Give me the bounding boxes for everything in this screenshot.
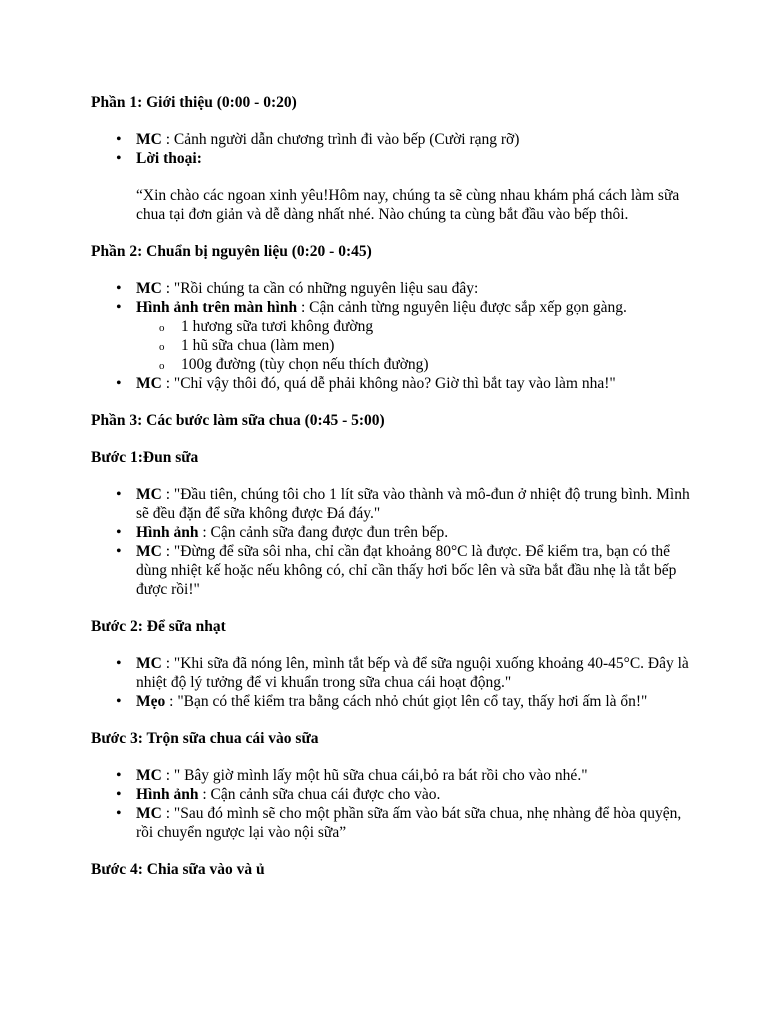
item-text: : Cận cảnh sữa chua cái được cho vào. <box>198 786 441 803</box>
document-content <box>91 93 691 897</box>
item-label: MC <box>136 767 162 784</box>
ingredient-item: o 100g đường (tùy chọn nếu thích đường) <box>181 355 691 374</box>
step-heading: Bước 2: Để sữa nhạt <box>91 618 226 635</box>
list-item <box>136 654 691 692</box>
item-label: MC <box>136 280 162 297</box>
list-item <box>136 485 691 523</box>
item-label: MC <box>136 375 162 392</box>
item-text: : Cận cảnh từng nguyên liệu được sắp xếp gọn gàng. <box>297 299 627 316</box>
list-item <box>136 374 691 393</box>
item-text: : "Bạn có thể kiểm tra bằng cách nhỏ chút giọt lên cổ tay, thấy hơi ấm là ổn!" <box>165 693 648 710</box>
item-label: Lời thoại: <box>136 150 202 167</box>
bullet-list <box>91 279 691 393</box>
item-label: Hình ảnh <box>136 524 199 541</box>
list-item <box>136 692 691 711</box>
item-label: Hình ảnh <box>136 786 199 803</box>
bullet-list <box>91 485 691 599</box>
step-heading: Bước 1:Đun sữa <box>91 449 199 466</box>
item-text: : "Đầu tiên, chúng tôi cho 1 lít sữa vào thành và mô-đun ở nhiệt độ trung bình. Mình sẽ đều đặn để sữa không được Đá đáy." <box>136 486 690 522</box>
section-heading: Phần 1: Giới thiệu (0:00 - 0:20) <box>91 94 297 111</box>
item-text: : "Chỉ vậy thôi đó, quá dễ phải không nào? Giờ thì bắt tay vào làm nha!" <box>161 375 616 392</box>
ingredient-list <box>136 317 691 374</box>
item-label: MC <box>136 543 162 560</box>
section-heading: Phần 2: Chuẩn bị nguyên liệu (0:20 - 0:45) <box>91 243 372 260</box>
bullet-list <box>91 654 691 711</box>
item-text: : "Đừng để sữa sôi nha, chỉ cần đạt khoảng 80°C là được. Để kiểm tra, bạn có thể dùng nhiệt kế hoặc nếu không có, chỉ cần thấy hơi bốc lên và sữa bắt đầu nhẹ là tắt bếp được rồi!" <box>136 543 677 598</box>
bullet-list <box>91 766 691 842</box>
item-text: : Cận cảnh sữa đang được đun trên bếp. <box>198 524 449 541</box>
ingredient-item: o 1 hương sữa tươi không đường <box>181 317 691 336</box>
item-text: : "Rồi chúng ta cần có những nguyên liệu sau đây: <box>161 280 479 297</box>
dialogue-quote: “Xin chào các ngoan xinh yêu!Hôm nay, chúng ta sẽ cùng nhau khám phá cách làm sữa chua tại đơn giản và dễ dàng nhất nhé. Nào chúng ta cùng bắt đầu vào bếp thôi. <box>136 187 680 223</box>
ingredient-item: o 1 hũ sữa chua (làm men) <box>181 336 691 355</box>
item-label: MC <box>136 131 162 148</box>
list-item <box>136 542 691 599</box>
item-text: : " Bây giờ mình lấy một hũ sữa chua cái,bỏ ra bát rồi cho vào nhé." <box>161 767 588 784</box>
item-label: MC <box>136 655 162 672</box>
list-item <box>136 804 691 842</box>
item-text: : "Khi sữa đã nóng lên, mình tắt bếp và để sữa nguội xuống khoảng 40-45°C. Đây là nhiệt độ lý tưởng để vi khuẩn trong sữa chua cái hoạt động." <box>136 655 689 691</box>
item-text: : "Sau đó mình sẽ cho một phần sữa ấm vào bát sữa chua, nhẹ nhàng để hòa quyện, rồi chuyển ngược lại vào nội sữa” <box>136 805 682 841</box>
item-label: MC <box>136 805 162 822</box>
list-item <box>136 766 691 785</box>
item-label: Hình ảnh trên màn hình <box>136 299 298 316</box>
list-item <box>136 130 691 149</box>
step-heading: Bước 4: Chia sữa vào và ủ <box>91 861 265 878</box>
list-item <box>136 279 691 298</box>
item-label: Mẹo <box>136 693 166 710</box>
item-text: : Cảnh người dẫn chương trình đi vào bếp (Cười rạng rỡ) <box>161 131 520 148</box>
list-item <box>136 298 691 374</box>
item-label: MC <box>136 486 162 503</box>
section-heading: Phần 3: Các bước làm sữa chua (0:45 - 5:00) <box>91 412 385 429</box>
list-item <box>136 523 691 542</box>
list-item <box>136 149 691 168</box>
list-item <box>136 785 691 804</box>
bullet-list <box>91 130 691 168</box>
step-heading: Bước 3: Trộn sữa chua cái vào sữa <box>91 730 319 747</box>
